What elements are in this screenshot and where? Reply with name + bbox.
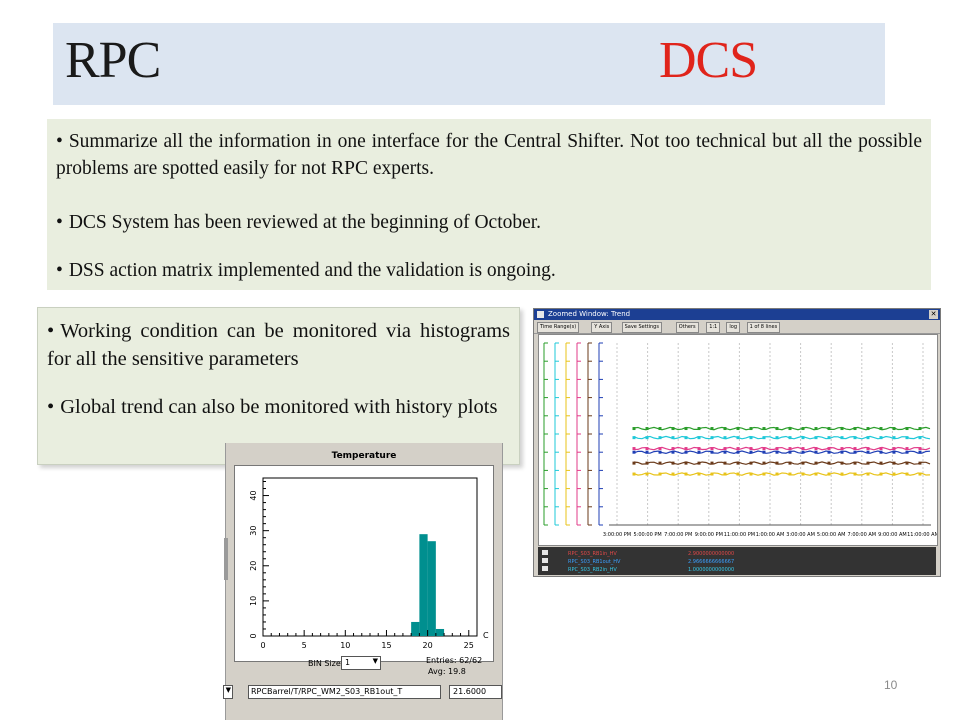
trend-series-marker xyxy=(906,462,909,465)
trend-series-marker xyxy=(737,427,740,430)
trend-series-marker xyxy=(763,473,766,476)
trend-time-label: 11:00:00 AM xyxy=(907,532,937,538)
histogram-x-tick-label: 25 xyxy=(463,641,474,650)
histogram-x-tick-label: 0 xyxy=(260,641,266,650)
trend-series-marker xyxy=(659,436,662,439)
trend-time-label: 9:00:00 PM xyxy=(694,532,723,538)
trend-series-marker xyxy=(698,473,701,476)
histogram-y-tick-label: 20 xyxy=(249,560,258,571)
trend-series-marker xyxy=(633,462,636,465)
trend-series-marker xyxy=(646,473,649,476)
trend-series-marker xyxy=(841,447,844,450)
trend-series-marker xyxy=(880,427,883,430)
trend-series-marker xyxy=(711,473,714,476)
trend-toolbar xyxy=(534,320,940,334)
trend-series-marker xyxy=(776,462,779,465)
trend-series-marker xyxy=(711,436,714,439)
trend-series-marker xyxy=(737,447,740,450)
trend-series-marker xyxy=(724,473,727,476)
toolbar-button[interactable]: Save Settings xyxy=(622,322,662,333)
histogram-x-tick-label: 10 xyxy=(340,641,351,650)
trend-series-marker xyxy=(906,447,909,450)
trend-series-marker xyxy=(698,447,701,450)
trend-series-marker xyxy=(906,473,909,476)
trend-time-label: 5:00:00 AM xyxy=(816,532,846,538)
trend-series-marker xyxy=(802,436,805,439)
legend-series-value: 1.0000000000000 xyxy=(688,567,735,573)
trend-series-marker xyxy=(633,427,636,430)
trend-time-label: 7:00:00 PM xyxy=(664,532,693,538)
trend-series-marker xyxy=(893,462,896,465)
trend-series-marker xyxy=(763,436,766,439)
histogram-y-tick-label: 10 xyxy=(249,595,258,606)
trend-series-marker xyxy=(919,473,922,476)
trend-series-marker xyxy=(672,447,675,450)
trend-series-marker xyxy=(659,451,662,454)
histogram-x-tick-label: 20 xyxy=(422,641,433,650)
trend-series-marker xyxy=(646,427,649,430)
trend-series-marker xyxy=(685,427,688,430)
trend-series-marker xyxy=(646,462,649,465)
histogram-x-tick-label: 5 xyxy=(301,641,307,650)
trend-time-label: 9:00:00 AM xyxy=(878,532,907,538)
trend-series-marker xyxy=(880,473,883,476)
trend-series-marker xyxy=(685,462,688,465)
histogram-bar xyxy=(411,622,419,636)
trend-series-marker xyxy=(646,436,649,439)
trend-series-marker xyxy=(724,436,727,439)
histogram-x-unit: C xyxy=(483,631,489,640)
trend-series-marker xyxy=(776,427,779,430)
trend-series-marker xyxy=(802,447,805,450)
trend-titlebar xyxy=(534,309,940,320)
trend-series-marker xyxy=(685,436,688,439)
trend-series-marker xyxy=(815,451,818,454)
trend-chart xyxy=(539,335,937,545)
histogram-frame xyxy=(263,478,477,636)
trend-window-title: Zoomed Window: Trend xyxy=(548,310,631,318)
legend-series-name: RPC_S03_RB1in_HV xyxy=(568,551,617,557)
trend-series-marker xyxy=(763,447,766,450)
trend-series-marker xyxy=(685,447,688,450)
dp-path-text: RPCBarrel/T/RPC_WM2_S03_RB1out_T xyxy=(251,687,403,696)
dp-path-field[interactable] xyxy=(248,685,441,699)
avg-text: Avg: 19.8 xyxy=(428,667,466,676)
legend-checkbox xyxy=(542,550,548,555)
working-bullet-1: • Working condition can be monitored via histograms for all the sensitive parameters xyxy=(47,320,510,370)
trend-series-marker xyxy=(750,447,753,450)
trend-legend-content xyxy=(538,547,936,575)
trend-series-marker xyxy=(919,427,922,430)
trend-plot[interactable] xyxy=(538,334,938,546)
trend-series-marker xyxy=(880,451,883,454)
trend-series-marker xyxy=(893,427,896,430)
trend-series-marker xyxy=(854,451,857,454)
trend-series-marker xyxy=(828,427,831,430)
summary-box xyxy=(47,119,931,290)
trend-series-marker xyxy=(724,462,727,465)
trend-series-marker xyxy=(724,447,727,450)
histogram-bar xyxy=(436,629,444,636)
trend-series-marker xyxy=(737,473,740,476)
summary-bullet-3: • DSS action matrix implemented and the validation is ongoing. xyxy=(56,260,556,281)
title-dcs: DCS xyxy=(659,32,758,89)
histogram-chart xyxy=(235,466,493,661)
trend-series-marker xyxy=(815,473,818,476)
trend-series-marker xyxy=(828,473,831,476)
trend-series-marker xyxy=(893,451,896,454)
trend-series-marker xyxy=(737,436,740,439)
trend-series-marker xyxy=(698,436,701,439)
trend-series-marker xyxy=(815,436,818,439)
trend-series-marker xyxy=(672,462,675,465)
trend-series-marker xyxy=(763,462,766,465)
trend-series-marker xyxy=(633,436,636,439)
trend-series-marker xyxy=(672,427,675,430)
trend-series-marker xyxy=(802,451,805,454)
working-bullet-2: • Global trend can also be monitored with history plots xyxy=(47,396,498,418)
left-dropdown[interactable] xyxy=(223,685,233,699)
working-bullet-1-text: Working condition can be monitored via histograms for all the sensitive parameters xyxy=(47,320,510,370)
trend-series-marker xyxy=(867,427,870,430)
trend-series-marker xyxy=(776,436,779,439)
trend-series-marker xyxy=(828,447,831,450)
trend-series-marker xyxy=(750,473,753,476)
trend-series-marker xyxy=(750,427,753,430)
summary-bullet-1-text: Summarize all the information in one interface for the Central Shifter. Not too technical but all the possible problems are spotted easily for not RPC experts. xyxy=(56,131,922,179)
trend-series-marker xyxy=(867,436,870,439)
trend-series-marker xyxy=(828,462,831,465)
trend-series-marker xyxy=(698,462,701,465)
trend-series-marker xyxy=(906,451,909,454)
trend-series-marker xyxy=(893,436,896,439)
legend-checkbox xyxy=(542,558,548,563)
summary-bullet-2-text: DCS System has been reviewed at the beginning of October. xyxy=(68,212,542,233)
trend-window xyxy=(533,308,941,577)
bin-size-value: 1 xyxy=(345,658,351,667)
trend-series-marker xyxy=(789,427,792,430)
summary-bullet-2: • DCS System has been reviewed at the beginning of October. xyxy=(56,212,542,233)
trend-series-marker xyxy=(724,427,727,430)
trend-series-marker xyxy=(659,462,662,465)
trend-series-marker xyxy=(685,473,688,476)
legend-checkbox xyxy=(542,566,548,571)
entries-text: Entries: 62/62 xyxy=(426,656,483,665)
title-bar xyxy=(53,23,885,105)
trend-series-marker xyxy=(789,473,792,476)
title-rpc: RPC xyxy=(65,32,161,89)
trend-series-marker xyxy=(815,462,818,465)
histogram-y-tick-label: 30 xyxy=(249,525,258,536)
value-text: 21.6000 xyxy=(453,687,487,696)
trend-series-marker xyxy=(867,462,870,465)
trend-series-marker xyxy=(763,427,766,430)
trend-series-marker xyxy=(802,473,805,476)
histogram-window xyxy=(225,443,503,720)
trend-series-marker xyxy=(867,473,870,476)
trend-series-marker xyxy=(659,473,662,476)
close-icon[interactable]: ✕ xyxy=(930,310,937,318)
trend-series-marker xyxy=(919,462,922,465)
trend-series-marker xyxy=(815,427,818,430)
trend-series-marker xyxy=(919,451,922,454)
trend-series-marker xyxy=(854,462,857,465)
trend-series-marker xyxy=(750,436,753,439)
toolbar-button[interactable]: log xyxy=(726,322,740,333)
histogram-plot xyxy=(234,465,494,662)
trend-series-marker xyxy=(789,447,792,450)
trend-series-marker xyxy=(737,462,740,465)
trend-series-marker xyxy=(893,473,896,476)
trend-series-marker xyxy=(854,427,857,430)
trend-series-marker xyxy=(906,436,909,439)
trend-series-marker xyxy=(854,447,857,450)
trend-series-marker xyxy=(802,462,805,465)
legend-series-value: 2.9666666666667 xyxy=(688,559,735,565)
trend-series-marker xyxy=(776,451,779,454)
trend-series-marker xyxy=(763,451,766,454)
toolbar-button[interactable]: Y Axis xyxy=(591,322,612,333)
trend-series-marker xyxy=(789,451,792,454)
trend-series-marker xyxy=(828,451,831,454)
legend-series-name: RPC_S03_RB1out_HV xyxy=(568,559,621,565)
trend-series-marker xyxy=(802,427,805,430)
trend-series-marker xyxy=(789,462,792,465)
trend-series-marker xyxy=(672,473,675,476)
trend-time-label: 11:00:00 PM xyxy=(723,532,756,538)
bin-size-select[interactable] xyxy=(341,656,381,670)
trend-series-marker xyxy=(906,427,909,430)
trend-series-marker xyxy=(750,462,753,465)
histogram-bar xyxy=(428,541,436,636)
trend-time-label: 5:00:00 PM xyxy=(633,532,662,538)
trend-series-marker xyxy=(737,451,740,454)
trend-series-marker xyxy=(724,451,727,454)
trend-series-marker xyxy=(711,427,714,430)
trend-series-marker xyxy=(750,451,753,454)
trend-time-label: 7:00:00 AM xyxy=(847,532,877,538)
trend-series-marker xyxy=(841,427,844,430)
histogram-y-tick-label: 40 xyxy=(249,490,258,501)
trend-series-marker xyxy=(841,451,844,454)
trend-series-marker xyxy=(633,451,636,454)
trend-series-marker xyxy=(698,451,701,454)
trend-series-line xyxy=(634,473,930,475)
trend-series-marker xyxy=(919,436,922,439)
legend-series-name: RPC_S03_RB2in_HV xyxy=(568,567,617,573)
value-field[interactable] xyxy=(449,685,502,699)
histogram-title: Temperature xyxy=(331,451,397,461)
summary-bullet-1: • Summarize all the information in one interface for the Central Shifter. Not too technical but all the possible problems are spotted easily for not RPC experts. xyxy=(56,131,922,179)
chevron-down-icon: ▼ xyxy=(372,657,378,665)
trend-series-marker xyxy=(776,473,779,476)
trend-series-marker xyxy=(711,447,714,450)
trend-legend xyxy=(538,547,936,575)
trend-series-marker xyxy=(867,447,870,450)
trend-series-marker xyxy=(672,451,675,454)
trend-series-marker xyxy=(711,451,714,454)
trend-series-marker xyxy=(828,436,831,439)
trend-series-marker xyxy=(659,447,662,450)
trend-series-marker xyxy=(867,451,870,454)
chevron-down-icon: ▼ xyxy=(225,686,231,694)
summary-bullet-3-text: DSS action matrix implemented and the validation is ongoing. xyxy=(68,260,556,281)
trend-series-marker xyxy=(633,473,636,476)
trend-time-label: 1:00:00 AM xyxy=(755,532,785,538)
toolbar-button[interactable]: 1 of 8 lines xyxy=(747,322,781,333)
trend-series-marker xyxy=(633,447,636,450)
legend-series-value: 2.9000000000000 xyxy=(688,551,735,557)
trend-series-marker xyxy=(789,436,792,439)
toolbar-button[interactable]: Time Range(s) xyxy=(537,322,579,333)
working-bullet-2-text: Global trend can also be monitored with history plots xyxy=(60,396,498,418)
trend-series-marker xyxy=(659,427,662,430)
trend-series-marker xyxy=(893,447,896,450)
trend-series-marker xyxy=(646,447,649,450)
trend-series-marker xyxy=(854,436,857,439)
trend-series-marker xyxy=(880,436,883,439)
trend-series-marker xyxy=(672,436,675,439)
trend-series-marker xyxy=(646,451,649,454)
trend-series-marker xyxy=(711,462,714,465)
bin-size-label: BIN Size xyxy=(308,659,341,668)
trend-series-marker xyxy=(776,447,779,450)
trend-series-marker xyxy=(841,473,844,476)
app-icon xyxy=(537,311,544,318)
histogram-x-tick-label: 15 xyxy=(381,641,392,650)
trend-time-label: 3:00:00 AM xyxy=(786,532,815,538)
page-number: 10 xyxy=(884,678,898,692)
trend-series-marker xyxy=(841,462,844,465)
histogram-y-tick-label: 0 xyxy=(249,633,258,639)
trend-series-marker xyxy=(919,447,922,450)
trend-series-marker xyxy=(815,447,818,450)
trend-series-marker xyxy=(880,462,883,465)
working-box xyxy=(37,307,520,465)
trend-series-marker xyxy=(698,427,701,430)
side-scroll-handle[interactable] xyxy=(224,538,228,580)
trend-series-marker xyxy=(854,473,857,476)
trend-series-marker xyxy=(685,451,688,454)
trend-time-label: 3:00:00 PM xyxy=(602,532,632,538)
trend-series-marker xyxy=(880,447,883,450)
trend-series-marker xyxy=(841,436,844,439)
toolbar-button[interactable]: 1:1 xyxy=(706,322,720,333)
toolbar-button[interactable]: Others xyxy=(676,322,699,333)
histogram-bar xyxy=(419,534,427,636)
